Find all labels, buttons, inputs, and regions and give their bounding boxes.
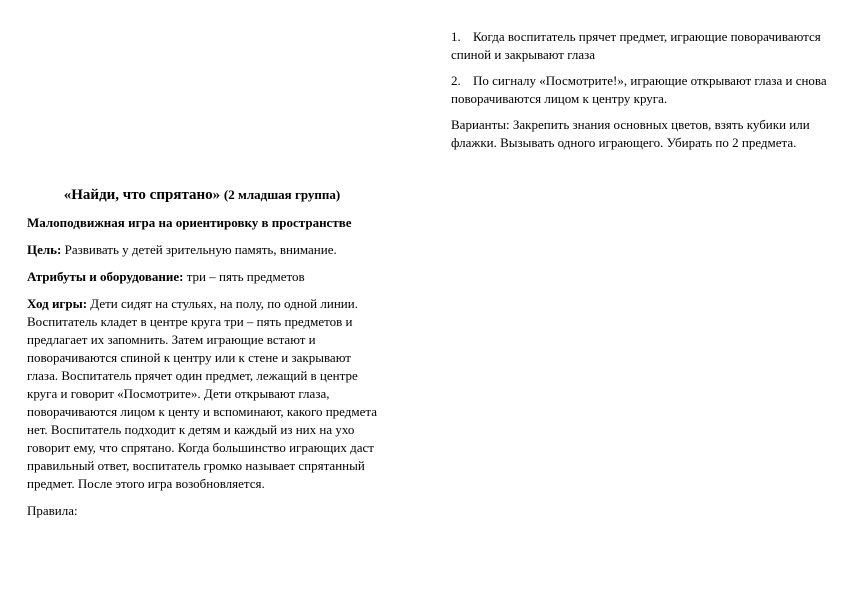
rules-heading bbox=[27, 502, 377, 520]
title-group: (2 младшая группа) bbox=[223, 187, 341, 202]
goal-text: Развивать у детей зрительную память, внимание. bbox=[61, 242, 337, 257]
course-text: Дети сидят на стульях, на полу, по одной линии. Воспитатель кладет в центре круга три – пять предметов и предлагает их запомнить. Затем играющие встают и поворачиваются спиной к центру или к стене и закрывают глаза. Воспитатель прячет один предмет, лежащий в центре круга и говорит «Посмотрите». Дети открывают глаза, поворачиваются лицом к центу и вспоминают, какого предмета нет. Воспитатель подходит к детям и каждый из них на ухо говорит ему, что спрятано. Когда большинство играющих даст правильный ответ, воспитатель громко называет спрятанный предмет. После этого игра возобновляется. bbox=[27, 296, 377, 491]
left-column bbox=[27, 185, 377, 529]
attributes-text: три – пять предметов bbox=[183, 269, 305, 284]
rule-text: По сигналу «Посмотрите!», играющие открывают глаза и снова поворачиваются лицом к центру круга. bbox=[451, 73, 827, 106]
variants-text: Варианты: Закрепить знания основных цветов, взять кубики или флажки. Вызывать одного играющего. Убирать по 2 предмета. bbox=[451, 117, 810, 150]
rules-label: Правила: bbox=[27, 503, 78, 518]
attributes-label: Атрибуты и оборудование: bbox=[27, 269, 184, 284]
rule-item bbox=[451, 28, 831, 64]
game-type-text: Малоподвижная игра на ориентировку в пространстве bbox=[27, 215, 352, 230]
rule-number: 1. bbox=[451, 29, 461, 44]
game-type bbox=[27, 214, 377, 232]
course-paragraph bbox=[27, 295, 377, 493]
rule-text: Когда воспитатель прячет предмет, играющие поворачиваются спиной и закрывают глаза bbox=[451, 29, 821, 62]
rule-item bbox=[451, 72, 831, 108]
game-title bbox=[27, 185, 377, 205]
right-column bbox=[451, 28, 831, 161]
goal-label: Цель: bbox=[27, 242, 62, 257]
goal-paragraph bbox=[27, 241, 377, 259]
title-main: «Найди, что спрятано» bbox=[63, 187, 221, 203]
attributes-paragraph bbox=[27, 268, 377, 286]
rule-number: 2. bbox=[451, 73, 461, 88]
variants-paragraph bbox=[451, 116, 831, 152]
course-label: Ход игры: bbox=[27, 296, 88, 311]
